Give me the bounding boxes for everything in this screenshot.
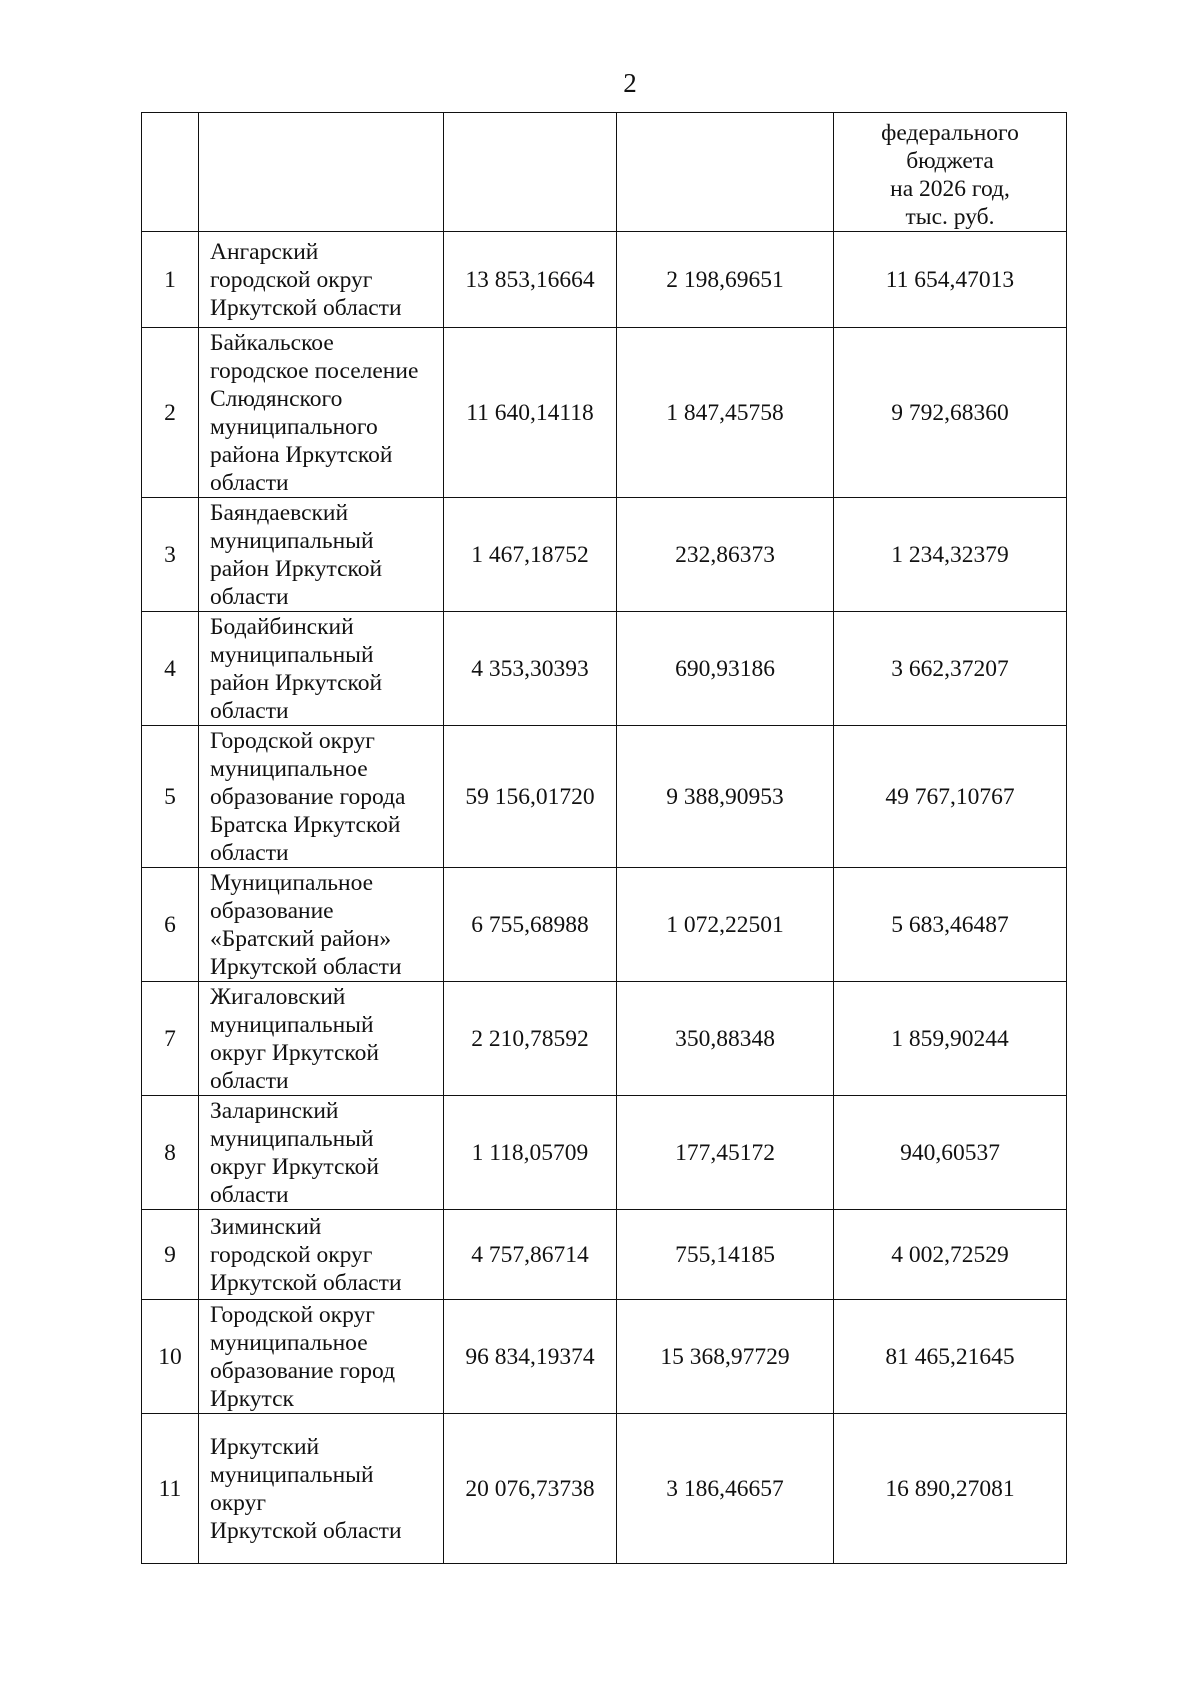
row-number: 7 — [142, 982, 199, 1096]
total-value: 59 156,01720 — [444, 726, 617, 868]
municipality-name: Баяндаевский муниципальный район Иркутской области — [199, 498, 444, 612]
municipality-name: Муниципальное образование «Братский район» Иркутской области — [199, 868, 444, 982]
total-value: 1 467,18752 — [444, 498, 617, 612]
total-value: 2 210,78592 — [444, 982, 617, 1096]
table-row — [142, 1096, 1067, 1210]
row-number: 3 — [142, 498, 199, 612]
total-value: 4 353,30393 — [444, 612, 617, 726]
federal-value: 1 234,32379 — [834, 498, 1067, 612]
regional-value: 3 186,46657 — [617, 1414, 834, 1564]
budget-table — [141, 112, 1067, 1564]
row-number: 2 — [142, 328, 199, 498]
header-row — [142, 113, 1067, 232]
table-row — [142, 868, 1067, 982]
total-value: 20 076,73738 — [444, 1414, 617, 1564]
row-number: 1 — [142, 232, 199, 328]
table-row — [142, 726, 1067, 868]
row-number: 4 — [142, 612, 199, 726]
table-row — [142, 612, 1067, 726]
total-value: 96 834,19374 — [444, 1300, 617, 1414]
federal-value: 4 002,72529 — [834, 1210, 1067, 1300]
total-value: 13 853,16664 — [444, 232, 617, 328]
total-value: 6 755,68988 — [444, 868, 617, 982]
federal-value: 16 890,27081 — [834, 1414, 1067, 1564]
regional-value: 15 368,97729 — [617, 1300, 834, 1414]
header-cell-total — [444, 113, 617, 232]
total-value: 1 118,05709 — [444, 1096, 617, 1210]
row-number: 11 — [142, 1414, 199, 1564]
municipality-name: Байкальское городское поселение Слюдянского муниципального района Иркутской области — [199, 328, 444, 498]
municipality-name: Городской округ муниципальное образование города Братска Иркутской области — [199, 726, 444, 868]
table-row — [142, 328, 1067, 498]
header-cell-name — [199, 113, 444, 232]
page-number: 2 — [623, 68, 637, 98]
federal-value: 1 859,90244 — [834, 982, 1067, 1096]
table-row — [142, 1414, 1067, 1564]
municipality-name: Зиминский городской округ Иркутской области — [199, 1210, 444, 1300]
regional-value: 755,14185 — [617, 1210, 834, 1300]
row-number: 5 — [142, 726, 199, 868]
federal-value: 940,60537 — [834, 1096, 1067, 1210]
table-row — [142, 1300, 1067, 1414]
table-row — [142, 1210, 1067, 1300]
municipality-name: Бодайбинский муниципальный район Иркутской области — [199, 612, 444, 726]
municipality-name: Заларинский муниципальный округ Иркутской области — [199, 1096, 444, 1210]
federal-value: 5 683,46487 — [834, 868, 1067, 982]
federal-value: 11 654,47013 — [834, 232, 1067, 328]
federal-value: 49 767,10767 — [834, 726, 1067, 868]
row-number: 8 — [142, 1096, 199, 1210]
regional-value: 690,93186 — [617, 612, 834, 726]
header-cell-federal: федерального бюджета на 2026 год, тыс. руб. — [834, 113, 1067, 232]
regional-value: 232,86373 — [617, 498, 834, 612]
municipality-name: Жигаловский муниципальный округ Иркутской области — [199, 982, 444, 1096]
municipality-name: Городской округ муниципальное образование город Иркутск — [199, 1300, 444, 1414]
table-row — [142, 982, 1067, 1096]
total-value: 11 640,14118 — [444, 328, 617, 498]
municipality-name: Ангарский городской округ Иркутской области — [199, 232, 444, 328]
regional-value: 177,45172 — [617, 1096, 834, 1210]
row-number: 10 — [142, 1300, 199, 1414]
federal-value: 9 792,68360 — [834, 328, 1067, 498]
table-row — [142, 498, 1067, 612]
regional-value: 2 198,69651 — [617, 232, 834, 328]
federal-value: 81 465,21645 — [834, 1300, 1067, 1414]
regional-value: 1 847,45758 — [617, 328, 834, 498]
table-row — [142, 232, 1067, 328]
row-number: 9 — [142, 1210, 199, 1300]
regional-value: 9 388,90953 — [617, 726, 834, 868]
header-cell-number — [142, 113, 199, 232]
header-cell-regional — [617, 113, 834, 232]
regional-value: 350,88348 — [617, 982, 834, 1096]
row-number: 6 — [142, 868, 199, 982]
regional-value: 1 072,22501 — [617, 868, 834, 982]
total-value: 4 757,86714 — [444, 1210, 617, 1300]
municipality-name: Иркутский муниципальный округ Иркутской области — [199, 1414, 444, 1564]
federal-value: 3 662,37207 — [834, 612, 1067, 726]
